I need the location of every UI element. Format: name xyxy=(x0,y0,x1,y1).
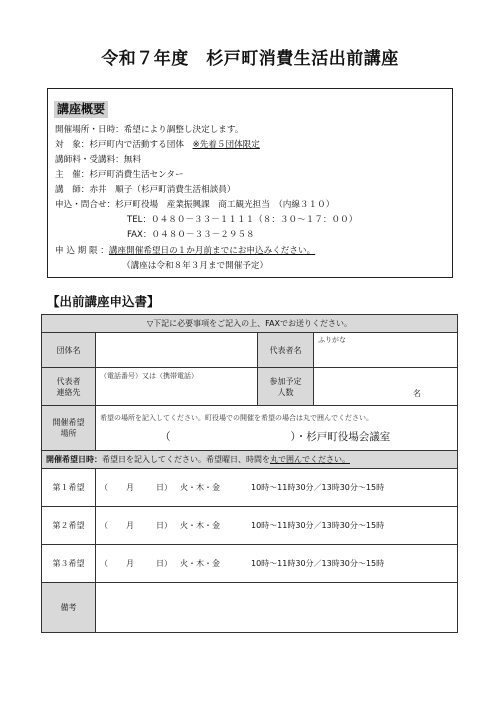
overview-line-fee: 講師料・受講料：無料 xyxy=(55,155,141,165)
overview-line-lecturer: 講 師：赤井 順子（杉戸町消費生活相談員） xyxy=(55,185,236,195)
overview-line-fax: FAX：０４８０－３３－２９５８ xyxy=(127,230,255,240)
choice-2-times[interactable]: 10時～11時30分／13時30分～15時 xyxy=(251,521,385,530)
choice-3-label: 第３希望 xyxy=(42,545,96,583)
choice-3-times[interactable]: 10時～11時30分／13時30分～15時 xyxy=(251,559,385,568)
choice-1-field[interactable] xyxy=(96,469,458,507)
group-name-label: 団体名 xyxy=(42,333,96,368)
datetime-header xyxy=(42,451,458,469)
choice-3-day: 日） xyxy=(156,559,172,568)
contact-hint: （電話番号）又は（携帯電話） xyxy=(100,372,198,380)
overview-line-tel: TEL：０４８０－３３－１１１１（８：３０～１７：００） xyxy=(127,215,358,225)
choice-2-month: 月 xyxy=(126,521,134,530)
form-instruction: ▽下記に必要事項をご記入の上、FAXでお送りください。 xyxy=(42,315,458,333)
page-title: 令和７年度 杉戸町消費生活出前講座 xyxy=(101,49,399,69)
target-limit-note: ※先着５団体限定 xyxy=(192,140,260,150)
group-name-field[interactable] xyxy=(96,333,258,368)
choice-3-paren: （ xyxy=(100,559,108,568)
choice-2-weekdays[interactable]: 火・木・金 xyxy=(180,521,220,530)
place-paren-open: （ xyxy=(160,430,171,443)
contact-label-line1: 代表者 xyxy=(56,376,81,386)
representative-label: 代表者名 xyxy=(258,333,314,368)
overview-line-schedule-note: （講座は令和８年３月まで開催予定） xyxy=(122,261,269,271)
choice-1-month: 月 xyxy=(126,483,134,492)
remarks-field[interactable] xyxy=(96,583,458,633)
deadline-label: 申 込 期 限 ： xyxy=(55,246,109,256)
attendees-label xyxy=(258,368,314,406)
choice-1-times[interactable]: 10時～11時30分／13時30分～15時 xyxy=(251,483,385,492)
overview-line-deadline xyxy=(55,246,315,257)
contact-label-line2: 連絡先 xyxy=(56,387,81,397)
attendees-label-line2: 人数 xyxy=(277,387,294,397)
overview-line-contact: 申込・問合せ：杉戸町役場 産業振興課 商工観光担当 （内線３１０） xyxy=(55,200,335,210)
contact-field[interactable] xyxy=(96,368,258,406)
choice-1-weekdays[interactable]: 火・木・金 xyxy=(180,483,220,492)
choice-1-paren: （ xyxy=(100,483,108,492)
choice-1-day: 日） xyxy=(156,483,172,492)
choice-3-month: 月 xyxy=(126,559,134,568)
overview-line-organizer: 主 催：杉戸町消費生活センター xyxy=(55,170,184,180)
choice-2-paren: （ xyxy=(100,521,108,530)
choice-3-weekdays[interactable]: 火・木・金 xyxy=(180,559,220,568)
overview-line-target xyxy=(55,140,260,151)
remarks-label: 備考 xyxy=(42,583,96,633)
attendees-label-line1: 参加予定 xyxy=(269,376,302,386)
place-label xyxy=(42,406,96,451)
deadline-text: 講座開催希望日の１か月前までにお申込みください。 xyxy=(108,246,316,256)
overview-heading: 講座概要 xyxy=(54,101,108,118)
attendees-field[interactable] xyxy=(314,368,458,406)
datetime-hint-underlined: 丸で囲んでください。 xyxy=(270,455,350,464)
representative-field[interactable] xyxy=(314,333,458,368)
attendees-unit: 名 xyxy=(413,389,422,398)
place-field[interactable] xyxy=(96,406,458,451)
contact-label xyxy=(42,368,96,406)
town-hall-option[interactable]: ）・杉戸町役場会議室 xyxy=(290,430,391,443)
place-label-line2: 場所 xyxy=(60,429,77,438)
place-label-line1: 開催希望 xyxy=(52,418,85,427)
application-form xyxy=(41,314,458,633)
choice-3-field[interactable] xyxy=(96,545,458,583)
furigana-label: ふりがな xyxy=(318,336,346,344)
choice-2-label: 第２希望 xyxy=(42,507,96,545)
datetime-hint: 希望日を記入してください。希望曜日、時間を xyxy=(102,455,270,464)
place-hint: 希望の場所を記入してください。町役場での開催を希望の場合は丸で囲んでください。 xyxy=(100,413,373,422)
target-text: 対 象：杉戸町内で活動する団体 xyxy=(55,140,193,150)
overview-line-venue-date: 開催場所・日時：希望により調整し決定します。 xyxy=(55,125,244,135)
datetime-label: 開催希望日時： xyxy=(46,455,102,464)
form-heading: 【出前講座申込書】 xyxy=(47,294,160,309)
place-options xyxy=(100,429,453,444)
choice-2-field[interactable] xyxy=(96,507,458,545)
choice-2-day: 日） xyxy=(156,521,172,530)
choice-1-label: 第１希望 xyxy=(42,469,96,507)
